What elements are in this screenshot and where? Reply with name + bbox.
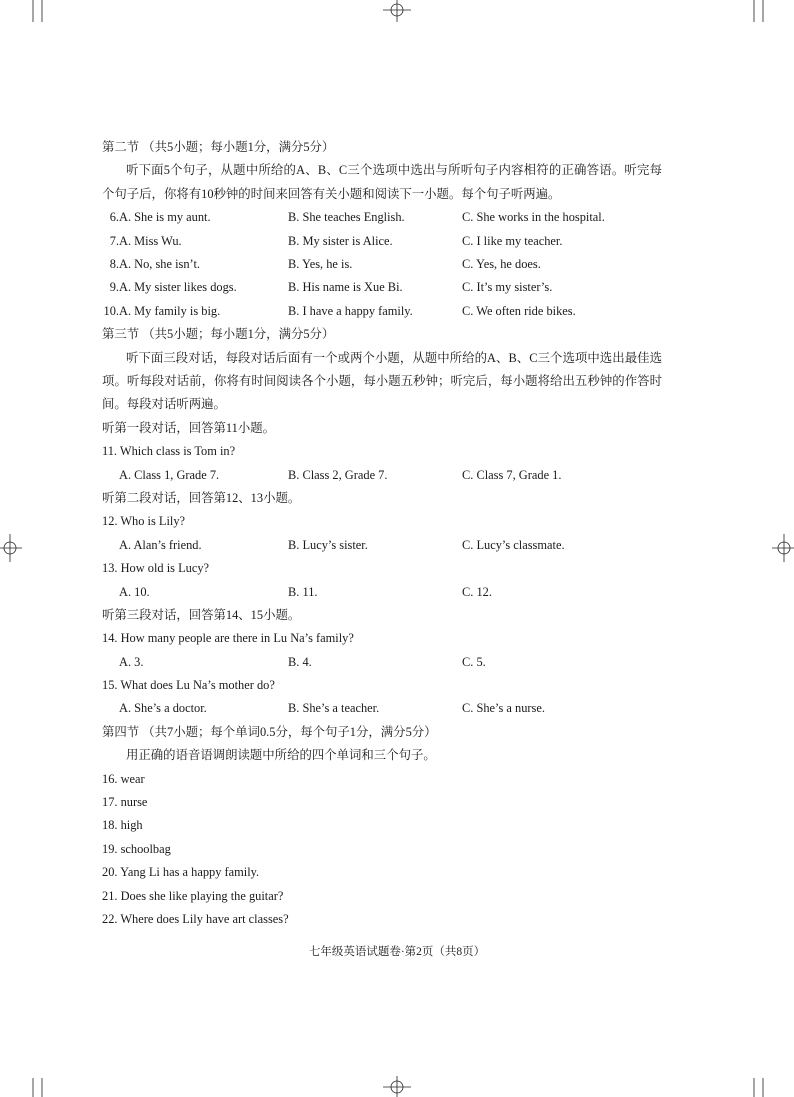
option-b: B. Lucy’s sister. — [288, 537, 368, 552]
reading-item-20: 20. Yang Li has a happy family. — [102, 865, 260, 880]
question-7 — [102, 230, 662, 253]
question-12-options — [102, 534, 662, 557]
option-c: C. I like my teacher. — [462, 233, 563, 248]
question-stem: 14. How many people are there in Lu Na’s family? — [102, 631, 354, 646]
option-a: A. Class 1, Grade 7. — [119, 467, 220, 482]
option-c: C. Lucy’s classmate. — [462, 537, 565, 552]
section-3-instructions: 听下面三段对话，每段对话后面有一个或两个小题，从题中所给的A、B、C三个选项中选出最佳选项。听每段对话前，你将有时间阅读各个小题，每小题五秒钟；听完后，每小题将给出五秒钟的作答时间。每段对话听两遍。 — [102, 350, 662, 412]
option-c: C. It’s my sister’s. — [462, 280, 553, 295]
reading-item-19: 19. schoolbag — [102, 841, 171, 856]
option-b: B. Class 2, Grade 7. — [288, 467, 388, 482]
question-11-options — [102, 464, 662, 487]
option-c: C. Yes, he does. — [462, 256, 541, 271]
section-2-header: 第二节 （共5小题；每小题1分，满分5分） — [102, 140, 335, 154]
option-c: C. She works in the hospital. — [462, 210, 605, 225]
option-a: A. She’s a doctor. — [119, 701, 207, 716]
option-a: A. No, she isn’t. — [119, 256, 200, 271]
question-stem: 15. What does Lu Na’s mother do? — [102, 678, 275, 693]
question-14-stem — [102, 627, 662, 650]
question-13-stem — [102, 557, 662, 580]
option-b: B. 4. — [288, 654, 312, 669]
registration-mark-bottom — [383, 1076, 411, 1097]
option-b: B. She teaches English. — [288, 210, 405, 225]
dialog-2-prompt: 听第二段对话，回答第12、13小题。 — [102, 490, 301, 505]
question-number: 10. — [103, 303, 119, 318]
question-stem: 12. Who is Lily? — [102, 514, 186, 529]
exam-content — [102, 136, 662, 931]
option-a: A. She is my aunt. — [119, 210, 211, 225]
question-8 — [102, 253, 662, 276]
section-4-header: 第四节 （共7小题；每个单词0.5分，每个句子1分，满分5分） — [102, 724, 437, 739]
option-a: A. Alan’s friend. — [119, 537, 202, 552]
question-number: 7. — [109, 233, 119, 248]
option-a: A. 10. — [119, 584, 150, 599]
reading-item-17: 17. nurse — [102, 795, 148, 810]
option-b: B. My sister is Alice. — [288, 233, 393, 248]
option-b: B. Yes, he is. — [288, 256, 353, 271]
option-a: A. My sister likes dogs. — [119, 280, 237, 295]
option-a: A. Miss Wu. — [119, 233, 182, 248]
question-15-options — [102, 697, 662, 720]
page-footer: 七年级英语试题卷·第2页（共8页） — [308, 946, 486, 958]
option-c: C. 12. — [462, 584, 492, 599]
section-4-instructions: 用正确的语音语调朗读题中所给的四个单词和三个句子。 — [126, 748, 436, 763]
reading-item-16: 16. wear — [102, 771, 145, 786]
question-stem: 11. Which class is Tom in? — [102, 444, 236, 459]
question-12-stem — [102, 510, 662, 533]
registration-mark-right — [772, 534, 794, 562]
question-9 — [102, 276, 662, 299]
question-13-options — [102, 581, 662, 604]
dialog-3-prompt: 听第三段对话，回答第14、15小题。 — [102, 607, 301, 622]
option-b: B. 11. — [288, 584, 318, 599]
option-b: B. I have a happy family. — [288, 303, 413, 318]
question-15-stem — [102, 674, 662, 697]
section-3-header: 第三节 （共5小题；每小题1分，满分5分） — [102, 327, 335, 342]
question-6 — [102, 206, 662, 229]
registration-mark-left — [0, 534, 22, 562]
registration-mark-top — [383, 0, 411, 22]
question-11-stem — [102, 440, 662, 463]
option-a: A. 3. — [119, 654, 144, 669]
reading-item-21: 21. Does she like playing the guitar? — [102, 888, 284, 903]
question-number: 8. — [109, 256, 119, 271]
option-c: C. 5. — [462, 654, 486, 669]
reading-item-22: 22. Where does Lily have art classes? — [102, 911, 289, 926]
question-number: 9. — [109, 280, 119, 295]
option-b: B. His name is Xue Bi. — [288, 280, 403, 295]
option-a: A. My family is big. — [119, 303, 221, 318]
option-c: C. Class 7, Grade 1. — [462, 467, 562, 482]
question-14-options — [102, 651, 662, 674]
option-c: C. We often ride bikes. — [462, 303, 576, 318]
dialog-1-prompt: 听第一段对话，回答第11小题。 — [102, 420, 276, 435]
section-2-instructions: 听下面5个句子，从题中所给的A、B、C三个选项中选出与所听句子内容相符的正确答语。听完每个句子后，你将有10秒钟的时间来回答有关小题和阅读下一小题。每个句子听两遍。 — [102, 163, 662, 201]
reading-item-18: 18. high — [102, 818, 143, 833]
option-c: C. She’s a nurse. — [462, 701, 545, 716]
question-number: 6. — [109, 210, 119, 225]
question-stem: 13. How old is Lucy? — [102, 561, 210, 576]
option-b: B. She’s a teacher. — [288, 701, 380, 716]
question-10 — [102, 300, 662, 323]
